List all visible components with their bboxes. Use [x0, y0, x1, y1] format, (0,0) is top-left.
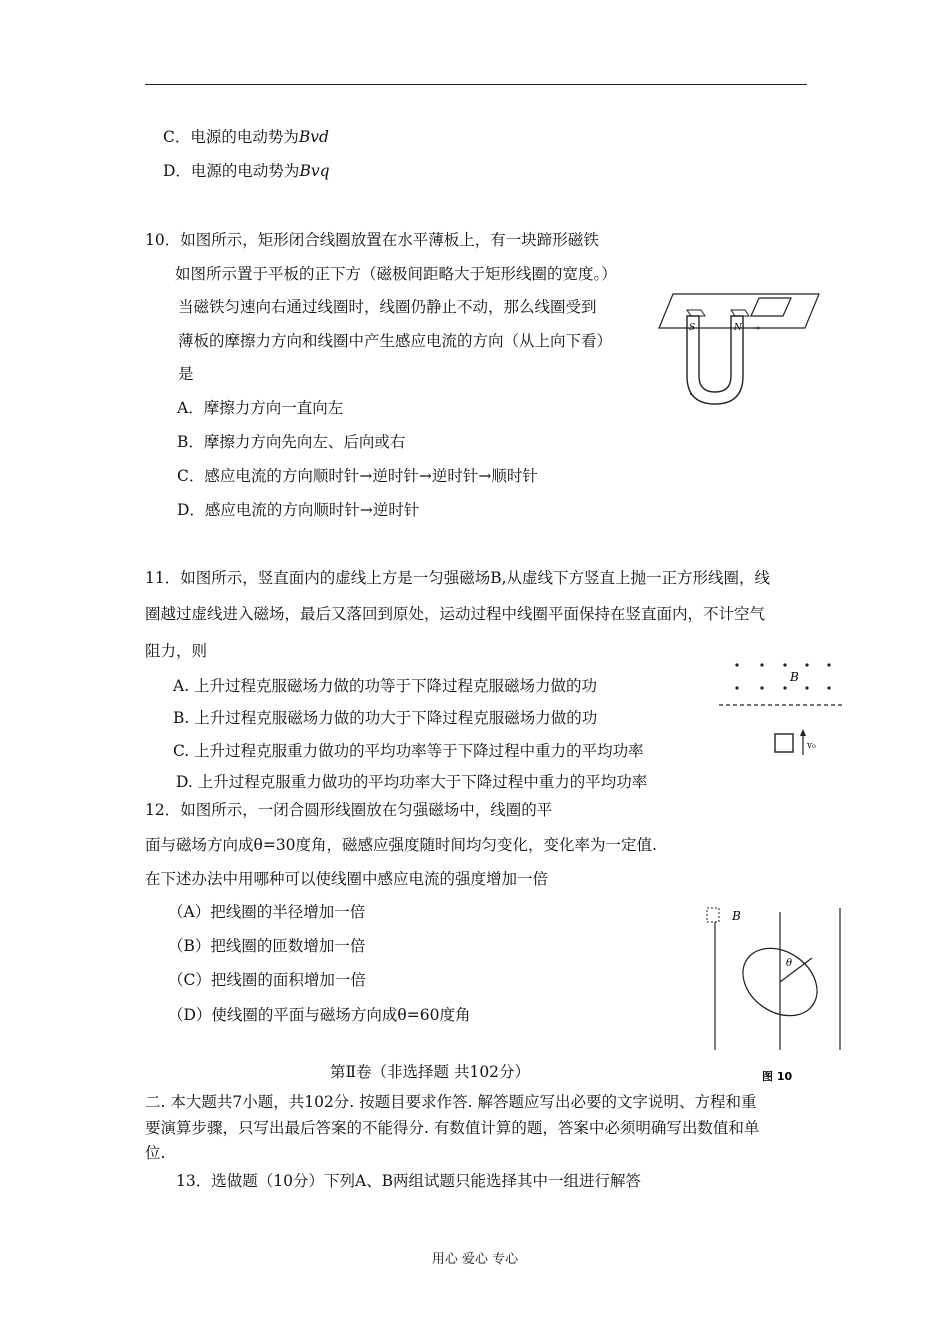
motion-arrow: →: [750, 321, 761, 335]
q10-option-d: D．感应电流的方向顺时针→逆时针: [177, 501, 420, 519]
figure-caption: 图 10: [762, 1070, 793, 1083]
circular-coil-figure: [700, 900, 850, 1085]
part2-instructions-line: 位.: [145, 1144, 166, 1162]
square-coil: [775, 734, 793, 752]
q12-option-a: （A）把线圈的半径增加一倍: [168, 903, 366, 921]
page-footer: 用心 爱心 专心: [431, 1252, 519, 1267]
q10-stem-line: 10．如图所示，矩形闭合线圈放置在水平薄板上，有一块蹄形磁铁: [145, 231, 599, 249]
part2-instructions-line: 二. 本大题共7小题，共102分. 按题目要求作答. 解答题应写出必要的文字说明、方程和重: [145, 1093, 757, 1111]
q10-option-b: B．摩擦力方向先向左、后向或右: [177, 433, 406, 451]
part2-title: 第Ⅱ卷（非选择题 共102分）: [330, 1063, 531, 1081]
q12-option-c: （C）把线圈的面积增加一倍: [168, 971, 366, 989]
q10-stem-line: 当磁铁匀速向右通过线圈时，线圈仍静止不动，那么线圈受到: [178, 298, 597, 316]
q11-option-d: D. 上升过程克服重力做功的平均功率大于下降过程中重力的平均功率: [176, 773, 648, 791]
q12-stem-line: 面与磁场方向成θ=30度角，磁感应强度随时间均匀变化，变化率为一定值.: [145, 836, 657, 854]
velocity-label: v₀: [807, 741, 816, 751]
q9-option-d: D．电源的电动势为Bvq: [163, 162, 330, 180]
field-b-label: B: [732, 909, 741, 923]
angle-theta-label: θ: [786, 958, 793, 969]
q10-option-a: A．摩擦力方向一直向左: [177, 399, 344, 417]
q12-stem-line: 在下述办法中用哪种可以使线圈中感应电流的强度增加一倍: [145, 870, 549, 888]
q9-option-c: C．电源的电动势为Bvd: [163, 128, 329, 146]
q10-stem-line: 薄板的摩擦力方向和线圈中产生感应电流的方向（从上向下看）: [178, 332, 613, 350]
field-b-label: B: [790, 670, 799, 684]
q10-stem-line: 如图所示置于平板的正下方（磁极间距略大于矩形线圈的宽度。）: [175, 265, 617, 283]
q12-option-d: （D）使线圈的平面与磁场方向成θ=60度角: [168, 1006, 471, 1024]
pole-s-label: S: [689, 323, 696, 333]
header-rule: [145, 84, 807, 85]
q10-option-c: C．感应电流的方向顺时针→逆时针→逆时针→顺时针: [177, 467, 538, 485]
q11-option-b: B. 上升过程克服磁场力做的功大于下降过程克服磁场力做的功: [173, 709, 598, 727]
q11-stem-line: 圈越过虚线进入磁场，最后又落回到原处，运动过程中线圈平面保持在竖直面内，不计空气: [145, 605, 766, 623]
q12-option-b: （B）把线圈的匝数增加一倍: [168, 937, 366, 955]
q11-option-a: A. 上升过程克服磁场力做的功等于下降过程克服磁场力做的功: [173, 677, 598, 695]
part2-instructions-line: 要演算步骤，只写出最后答案的不能得分. 有数值计算的题，答案中必须明确写出数值和单: [145, 1119, 760, 1137]
q11-option-c: C. 上升过程克服重力做功的平均功率等于下降过程中重力的平均功率: [173, 742, 644, 760]
q11-stem-line: 阻力，则: [145, 642, 208, 660]
magnetic-field-square-coil-figure: [715, 655, 850, 765]
horseshoe-magnet-figure: [655, 286, 825, 411]
q13-stem: 13．选做题（10分）下列A、B两组试题只能选择其中一组进行解答: [176, 1172, 642, 1190]
pole-n-label: N: [734, 323, 742, 333]
q12-stem-line: 12．如图所示，一闭合圆形线圈放在匀强磁场中，线圈的平: [145, 801, 553, 819]
q10-stem-line: 是: [178, 365, 194, 383]
q11-stem-line: 11．如图所示，竖直面内的虚线上方是一匀强磁场B,从虚线下方竖直上抛一正方形线圈，线: [145, 569, 771, 587]
